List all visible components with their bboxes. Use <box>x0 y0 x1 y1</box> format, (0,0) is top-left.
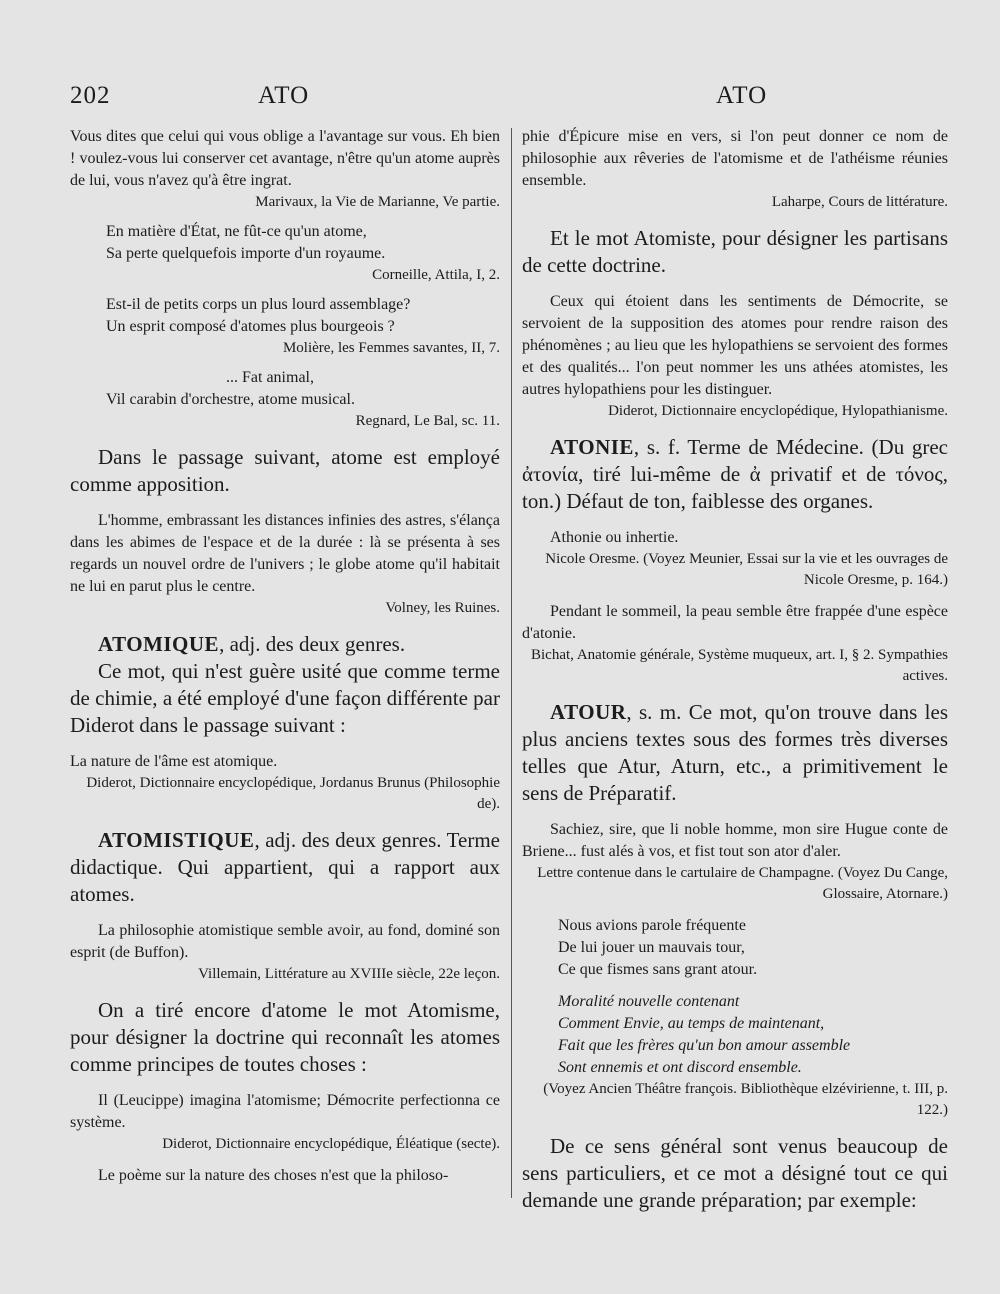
commentary: Dans le passage suivant, atome est employé comme apposition. <box>70 445 500 496</box>
citation: Lettre contenue dans le cartulaire de Champagne. (Voyez Du Cange, Glossaire, Atornare.) <box>537 865 948 902</box>
citation: Bichat, Anatomie générale, Système muqueux, art. I, § 2. Sympathies actives. <box>531 647 948 684</box>
right-running-head: ATO <box>716 82 768 109</box>
commentary: Et le mot Atomiste, pour désigner les partisans de cette doctrine. <box>522 226 948 277</box>
commentary: De ce sens général sont venus beaucoup de sens particuliers, et ce mot a désigné tout ce qui demande une grande préparation; par exemple: <box>522 1134 948 1212</box>
verse-line: En matière d'État, ne fût-ce qu'un atome, <box>106 223 367 240</box>
commentary: Ce mot, qui n'est guère usité que comme terme de chimie, a été employé d'une façon différente par Diderot dans le passage suivant : <box>70 659 500 737</box>
right-column <box>522 126 948 1214</box>
quotation: La nature de l'âme est atomique. <box>70 753 278 770</box>
quotation: Il (Leucippe) imagina l'atomisme; Démocrite perfectionna ce système. <box>70 1092 500 1131</box>
citation: Volney, les Ruines. <box>385 600 500 616</box>
left-column <box>70 126 500 1187</box>
citation: Molière, les Femmes savantes, II, 7. <box>282 340 500 356</box>
verse-line: Fait que les frères qu'un bon amour assemble <box>558 1037 851 1054</box>
entry-definition: , adj. des deux genres. <box>219 632 406 656</box>
citation: Regnard, Le Bal, sc. 11. <box>355 413 500 429</box>
citation: Laharpe, Cours de littérature. <box>771 194 948 210</box>
verse-block <box>70 367 500 411</box>
citation: Diderot, Dictionnaire encyclopédique, Hylopathianisme. <box>608 403 948 419</box>
page-number: 202 <box>70 82 111 109</box>
headword: ATONIE <box>550 435 634 459</box>
verse-line: Sa perte quelquefois importe d'un royaume. <box>106 245 386 262</box>
citation: Nicole Oresme. (Voyez Meunier, Essai sur la vie et les ouvrages de Nicole Oresme, p. 164.) <box>545 551 948 588</box>
verse-line: Nous avions parole fréquente <box>558 917 746 934</box>
quotation: Athonie ou inhertie. <box>550 529 679 546</box>
verse-line: Sont ennemis et ont discord ensemble. <box>558 1059 802 1076</box>
citation: (Voyez Ancien Théâtre françois. Bibliothèque elzévirienne, t. III, p. 122.) <box>543 1081 948 1118</box>
quotation: La philosophie atomistique semble avoir, au fond, dominé son esprit (de Buffon). <box>70 922 500 961</box>
verse-block <box>522 915 948 981</box>
headword: ATOMIQUE <box>98 632 220 656</box>
verse-block <box>70 294 500 338</box>
citation: Marivaux, la Vie de Marianne, Ve partie. <box>255 194 500 210</box>
headword: ATOMISTIQUE <box>98 828 255 852</box>
quotation: Ceux qui étoient dans les sentiments de Démocrite, se servoient de la supposition des atomes pour rendre raison des phénomènes ; au lieu que les hylopathiens se servoient des formes et des qualités... l'on peut nommer les uns athées atomistes, les autres hylopathiens pour les distinguer. <box>522 293 948 398</box>
verse-line: Comment Envie, au temps de maintenant, <box>558 1015 825 1032</box>
citation: Corneille, Attila, I, 2. <box>372 267 500 283</box>
entry-definition: , s. m. Ce mot, qu'on trouve dans les plus anciens textes sous des formes très diverses telles que Atur, Aturn, etc., a primitivement le sens de Préparatif. <box>522 700 948 805</box>
verse-line: Moralité nouvelle contenant <box>558 993 740 1010</box>
headword: ATOUR <box>550 700 627 724</box>
entry-atour <box>522 699 948 807</box>
entry-atomique <box>70 631 500 658</box>
entry-atomistique <box>70 827 500 908</box>
verse-line: Vil carabin d'orchestre, atome musical. <box>106 391 355 408</box>
verse-line: De lui jouer un mauvais tour, <box>558 939 745 956</box>
quotation: Pendant le sommeil, la peau semble être frappée d'une espèce d'atonie. <box>522 603 948 642</box>
verse-block <box>70 221 500 265</box>
verse-line: Ce que fismes sans grant atour. <box>558 961 758 978</box>
entry-atonie <box>522 434 948 515</box>
quotation: phie d'Épicure mise en vers, si l'on peut donner ce nom de philosophie aux rêveries de l'atomisme et de l'athéisme réunies ensemble. <box>522 128 948 189</box>
citation: Villemain, Littérature au XVIIIe siècle, 22e leçon. <box>198 966 500 982</box>
column-divider <box>511 128 512 1198</box>
entry-definition: , adj. des deux genres. Terme didactique. Qui appartient, qui a rapport aux atomes. <box>70 828 500 906</box>
quotation: Le poème sur la nature des choses n'est que la philoso- <box>98 1167 449 1184</box>
verse-line: ... Fat animal, <box>226 369 314 386</box>
citation: Diderot, Dictionnaire encyclopédique, Jordanus Brunus (Philosophie de). <box>86 775 500 812</box>
left-running-head: ATO <box>258 82 310 109</box>
quotation: L'homme, embrassant les distances infinies des astres, s'élança dans les abimes de l'espace et de la durée : là se présenta à ses regards un nouvel ordre de l'univers ; le globe atome qu'il habitait ne lui en parut plus le centre. <box>70 512 500 595</box>
quotation: Vous dites que celui qui vous oblige a l'avantage sur vous. Eh bien ! voulez-vous lui conserver cet avantage, n'être qu'un atome auprès de lui, vous n'avez qu'à être ingrat. <box>70 128 500 189</box>
verse-line: Un esprit composé d'atomes plus bourgeois ? <box>106 318 395 335</box>
verse-line: Est-il de petits corps un plus lourd assemblage? <box>106 296 411 313</box>
verse-block <box>522 991 948 1079</box>
citation: Diderot, Dictionnaire encyclopédique, Éléatique (secte). <box>162 1136 500 1152</box>
entry-definition: , s. f. Terme de Médecine. (Du grec ἀτονία, tiré lui-même de ἀ privatif et de τόνος, ton.) Défaut de ton, faiblesse des organes. <box>522 435 948 513</box>
quotation: Sachiez, sire, que li noble homme, mon sire Hugue conte de Briene... fust alés à vos, et fist tout son ator d'aler. <box>522 821 948 860</box>
commentary: On a tiré encore d'atome le mot Atomisme, pour désigner la doctrine qui reconnaît les atomes comme principes de toutes choses : <box>70 998 500 1076</box>
